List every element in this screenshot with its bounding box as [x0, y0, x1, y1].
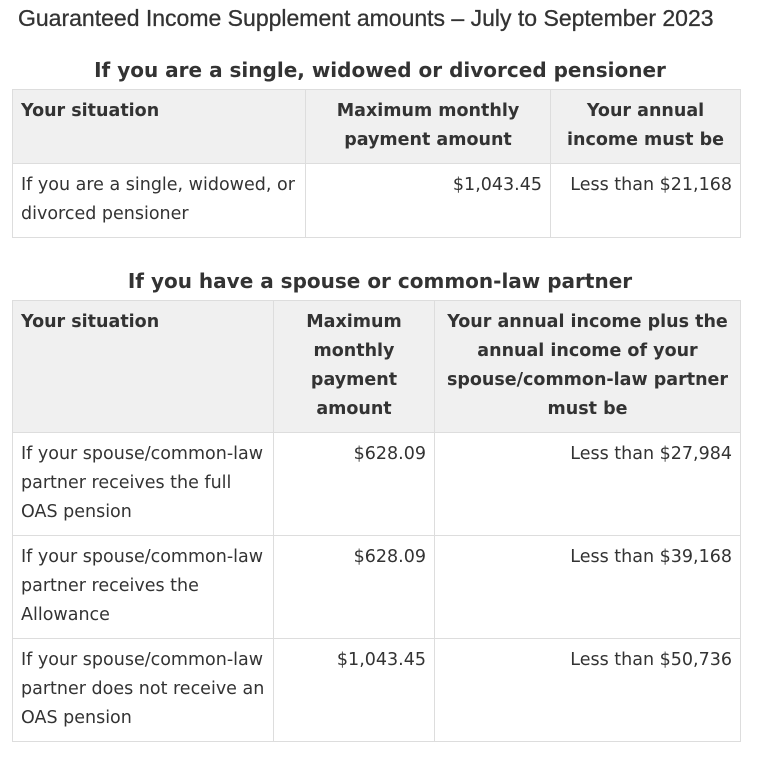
- single-pensioner-table: [12, 89, 741, 238]
- spouse-partner-table: [12, 300, 741, 742]
- situation-cell: If your spouse/common-law partner receives the full OAS pension: [13, 433, 274, 536]
- table-header-row: [13, 90, 741, 164]
- payment-cell: $628.09: [274, 536, 435, 639]
- table-header-row: [13, 301, 741, 433]
- table2-caption: If you have a spouse or common-law partner: [127, 269, 633, 293]
- table-row: [13, 164, 741, 238]
- table-row: [13, 536, 741, 639]
- table-row: [13, 433, 741, 536]
- table1-caption: If you are a single, widowed or divorced pensioner: [94, 58, 666, 82]
- payment-cell: $1,043.45: [274, 639, 435, 742]
- situation-cell: If your spouse/common-law partner receives the Allowance: [13, 536, 274, 639]
- income-cell: Less than $21,168: [551, 164, 741, 238]
- payment-cell: $1,043.45: [306, 164, 551, 238]
- situation-cell: If your spouse/common-law partner does not receive an OAS pension: [13, 639, 274, 742]
- column-header-situation: Your situation: [13, 301, 274, 433]
- page-title: Guaranteed Income Supplement amounts – July to September 2023: [18, 5, 714, 31]
- income-cell: Less than $50,736: [435, 639, 741, 742]
- column-header-annual-income: Your annual income must be: [551, 90, 741, 164]
- income-cell: Less than $27,984: [435, 433, 741, 536]
- column-header-combined-income: Your annual income plus the annual income of your spouse/common-law partner must be: [435, 301, 741, 433]
- payment-cell: $628.09: [274, 433, 435, 536]
- column-header-max-payment: Maximum monthly payment amount: [274, 301, 435, 433]
- income-cell: Less than $39,168: [435, 536, 741, 639]
- table-row: [13, 639, 741, 742]
- column-header-situation: Your situation: [13, 90, 306, 164]
- situation-cell: If you are a single, widowed, or divorced pensioner: [13, 164, 306, 238]
- column-header-max-payment: Maximum monthly payment amount: [306, 90, 551, 164]
